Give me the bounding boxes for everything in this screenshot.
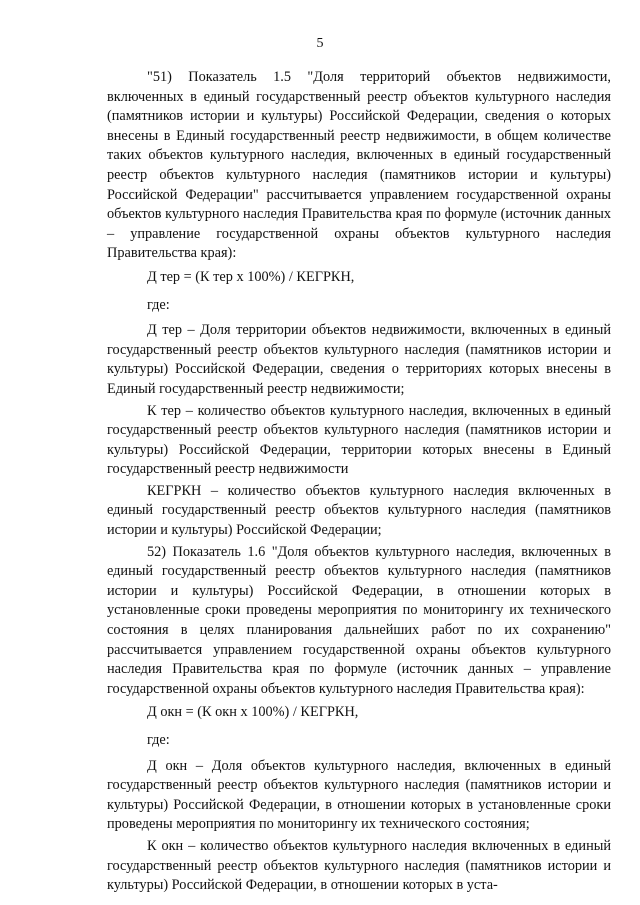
page-number: 5 bbox=[316, 36, 324, 51]
document-body bbox=[107, 68, 611, 898]
where-label: где: bbox=[147, 732, 170, 748]
definition-d-ter: Д тер – Доля территории объектов недвижимости, включенных в единый государственный реестр объектов культурного наследия (памятников истории и культуры) Российской Федерации, сведения о территориях которых внесены в Единый государственный реестр недвижимости; bbox=[107, 322, 611, 397]
where-label: где: bbox=[147, 296, 170, 313]
definition-k-okn: К окн – количество объектов культурного наследия включенных в единый государственный реестр объектов культурного наследия (памятников истории и культуры) Российской Федерации, в отношении которых в уста- bbox=[107, 837, 611, 894]
definition-d-okn: Д окн – Доля объектов культурного наследия, включенных в единый государственный реестр объектов культурного наследия (памятников истории и культуры) Российской Федерации, в отношении которых в установленные сроки проведены мероприятия по мониторингу их технического состояния; bbox=[107, 757, 611, 833]
paragraph-indicator-1-5: "51) Показатель 1.5 "Доля территорий объектов недвижимости, включенных в единый государственный реестр объектов культурного наследия (памятников истории и культуры) Российской Федерации, сведения о которых внесены в Единый государственный реестр недвижимости, в общем количестве таких объектов культурного наследия, включенных в единый государственный реестр объектов культурного наследия (памятников истории и культуры) Российской Федерации" рассчитывается управлением государственной охраны объектов культурного наследия Правительства края по формуле (источник данных – управление государственной охраны объектов культурного наследия Правительства края): bbox=[107, 69, 611, 262]
formula-d-ter: Д тер = (К тер х 100%) / КЕГРКН, bbox=[147, 268, 355, 285]
definition-k-ter: К тер – количество объектов культурного наследия, включенных в единый государственный реестр объектов культурного наследия (памятников истории и культуры) Российской Федерации, территории которых внесены в Единый государственный реестр недвижимости bbox=[107, 402, 611, 478]
paragraph-indicator-1-6: 52) Показатель 1.6 "Доля объектов культурного наследия, включенных в единый государственный реестр объектов культурного наследия (памятников истории и культуры) Российской Федерации, в отношении которых в установленные сроки проведены мероприятия по мониторингу их технического состояния в целях планирования дальнейших работ по их сохранению" рассчитывается управлением государственной охраны объектов культурного наследия Правительства края по формуле (источник данных – управление государственной охраны объектов культурного наследия Правительства края): bbox=[107, 543, 611, 697]
formula-d-okn: Д окн = (К окн х 100%) / КЕГРКН, bbox=[147, 704, 359, 721]
definition-kegrkn: КЕГРКН – количество объектов культурного наследия включенных в единый государственный реестр объектов культурного наследия (памятников истории и культуры) Российской Федерации; bbox=[107, 482, 611, 539]
